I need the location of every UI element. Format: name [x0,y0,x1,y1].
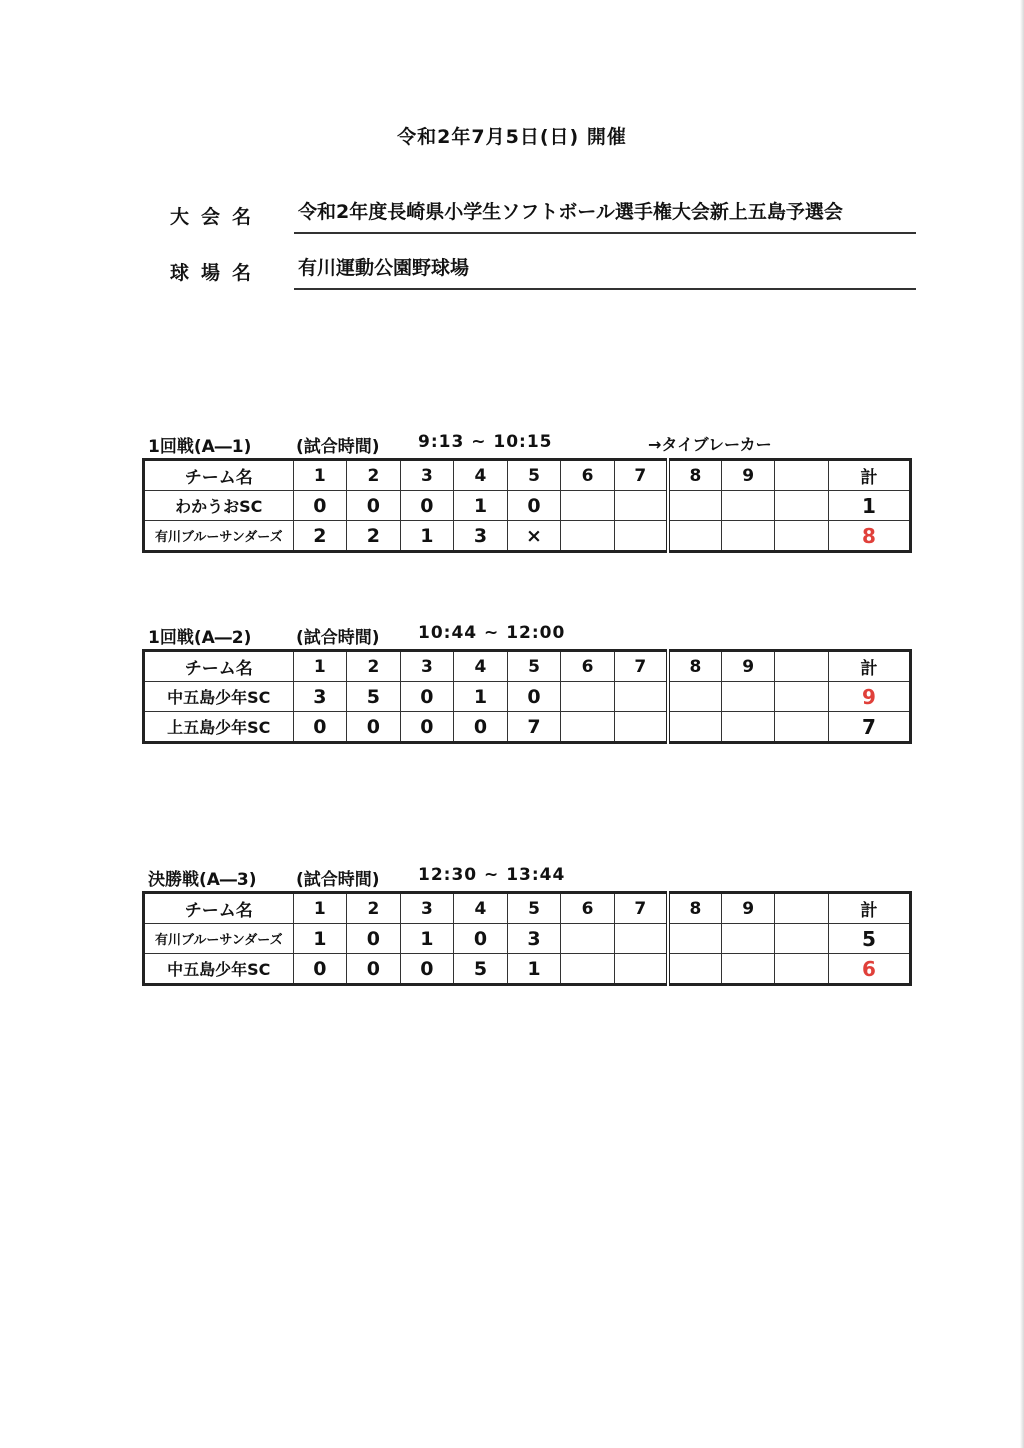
inning-score [668,712,722,743]
inning-score: 0 [347,954,401,985]
game-time-label: (試合時間) [296,437,380,457]
team-row [144,682,911,712]
inning-header: 4 [454,651,508,682]
inning-score: 0 [454,924,508,954]
inning-score: 1 [400,924,454,954]
inning-score: 3 [293,682,347,712]
game-name: 1回戦(A―1) [148,437,252,457]
inning-score: × [507,521,561,552]
inning-score [775,682,829,712]
game-header [142,621,914,649]
inning-score: 0 [347,712,401,743]
inning-header: 3 [400,651,454,682]
inning-score [614,491,668,521]
tournament-name-row [170,198,915,234]
inning-header: 4 [454,460,508,491]
inning-score: 1 [507,954,561,985]
total-column-header: 計 [829,651,911,682]
inning-score: 0 [293,712,347,743]
scan-edge [1020,0,1024,1448]
score-table [142,458,912,553]
venue-label: 球場名 [170,262,264,284]
inning-score: 0 [293,491,347,521]
venue-row [170,254,915,290]
event-date: 令和2年7月5日(日) 開催 [397,126,627,148]
inning-header [775,460,829,491]
inning-header: 2 [347,651,401,682]
inning-header: 8 [668,893,722,924]
inning-score [614,924,668,954]
total-score: 6 [829,954,911,985]
inning-score: 3 [454,521,508,552]
team-name: 有川ブルーサンダーズ [144,521,294,552]
inning-header: 6 [561,460,615,491]
inning-score: 1 [454,491,508,521]
inning-score [668,521,722,552]
inning-header: 9 [721,893,775,924]
game-name: 1回戦(A―2) [148,628,252,648]
score-table [142,649,912,744]
inning-header: 8 [668,651,722,682]
inning-score: 0 [454,712,508,743]
inning-header: 5 [507,893,561,924]
team-name: 上五島少年SC [144,712,294,743]
inning-header [775,651,829,682]
inning-score [614,521,668,552]
score-header-row [144,460,911,491]
inning-score [561,491,615,521]
team-name: 中五島少年SC [144,682,294,712]
venue-value: 有川運動公園野球場 [294,254,916,290]
team-name: わかうおSC [144,491,294,521]
inning-header: 9 [721,460,775,491]
team-row [144,954,911,985]
inning-score [614,954,668,985]
inning-score: 0 [400,491,454,521]
inning-score [721,954,775,985]
inning-header: 8 [668,460,722,491]
inning-header: 7 [614,651,668,682]
inning-score [561,682,615,712]
inning-score [721,521,775,552]
inning-header: 1 [293,460,347,491]
team-row [144,712,911,743]
game-time-label: (試合時間) [296,628,380,648]
inning-header: 6 [561,893,615,924]
inning-score [561,712,615,743]
inning-header: 5 [507,460,561,491]
tournament-name-value: 令和2年度長崎県小学生ソフトボール選手権大会新上五島予選会 [294,198,916,234]
inning-score: 1 [454,682,508,712]
total-column-header: 計 [829,460,911,491]
inning-score [721,682,775,712]
inning-score [721,491,775,521]
team-row [144,521,911,552]
inning-header: 3 [400,893,454,924]
inning-score: 7 [507,712,561,743]
total-score: 7 [829,712,911,743]
inning-score [561,954,615,985]
game-a3 [142,863,914,986]
team-column-header: チーム名 [144,893,294,924]
inning-header [775,893,829,924]
inning-score: 2 [347,521,401,552]
inning-score: 5 [347,682,401,712]
total-score: 9 [829,682,911,712]
inning-score: 0 [347,491,401,521]
total-column-header: 計 [829,893,911,924]
inning-score [668,924,722,954]
inning-header: 3 [400,460,454,491]
game-time-label: (試合時間) [296,870,380,890]
inning-score [775,491,829,521]
inning-score: 0 [507,491,561,521]
inning-header: 5 [507,651,561,682]
inning-score: 0 [347,924,401,954]
inning-score: 1 [400,521,454,552]
inning-score: 3 [507,924,561,954]
inning-score: 1 [293,924,347,954]
tournament-name-label: 大会名 [170,206,264,228]
team-name: 中五島少年SC [144,954,294,985]
team-row [144,924,911,954]
game-a1 [142,430,914,553]
inning-score [721,712,775,743]
inning-header: 9 [721,651,775,682]
inning-header: 7 [614,460,668,491]
inning-score: 0 [400,712,454,743]
total-score: 1 [829,491,911,521]
inning-header: 4 [454,893,508,924]
inning-score [775,712,829,743]
total-score: 8 [829,521,911,552]
inning-header: 1 [293,893,347,924]
score-header-row [144,651,911,682]
inning-score: 0 [507,682,561,712]
team-column-header: チーム名 [144,460,294,491]
inning-score [668,491,722,521]
score-header-row [144,893,911,924]
game-name: 決勝戦(A―3) [148,870,257,890]
game-time: 10:44 ~ 12:00 [418,623,566,643]
inning-header: 6 [561,651,615,682]
inning-score: 5 [454,954,508,985]
inning-score [668,954,722,985]
inning-score [775,954,829,985]
inning-score: 0 [400,682,454,712]
inning-header: 2 [347,460,401,491]
inning-score [614,712,668,743]
inning-score [561,924,615,954]
game-header [142,863,914,891]
game-header [142,430,914,458]
total-score: 5 [829,924,911,954]
inning-score: 2 [293,521,347,552]
inning-score [775,521,829,552]
team-column-header: チーム名 [144,651,294,682]
team-name: 有川ブルーサンダーズ [144,924,294,954]
inning-header: 7 [614,893,668,924]
inning-header: 1 [293,651,347,682]
inning-score [668,682,722,712]
tiebreaker-note: →タイブレーカー [648,435,772,454]
inning-score [775,924,829,954]
game-time: 9:13 ~ 10:15 [418,432,553,452]
game-a2 [142,621,914,744]
inning-score [721,924,775,954]
inning-score: 0 [400,954,454,985]
inning-header: 2 [347,893,401,924]
inning-score [561,521,615,552]
team-row [144,491,911,521]
score-table [142,891,912,986]
inning-score: 0 [293,954,347,985]
inning-score [614,682,668,712]
game-time: 12:30 ~ 13:44 [418,865,566,885]
